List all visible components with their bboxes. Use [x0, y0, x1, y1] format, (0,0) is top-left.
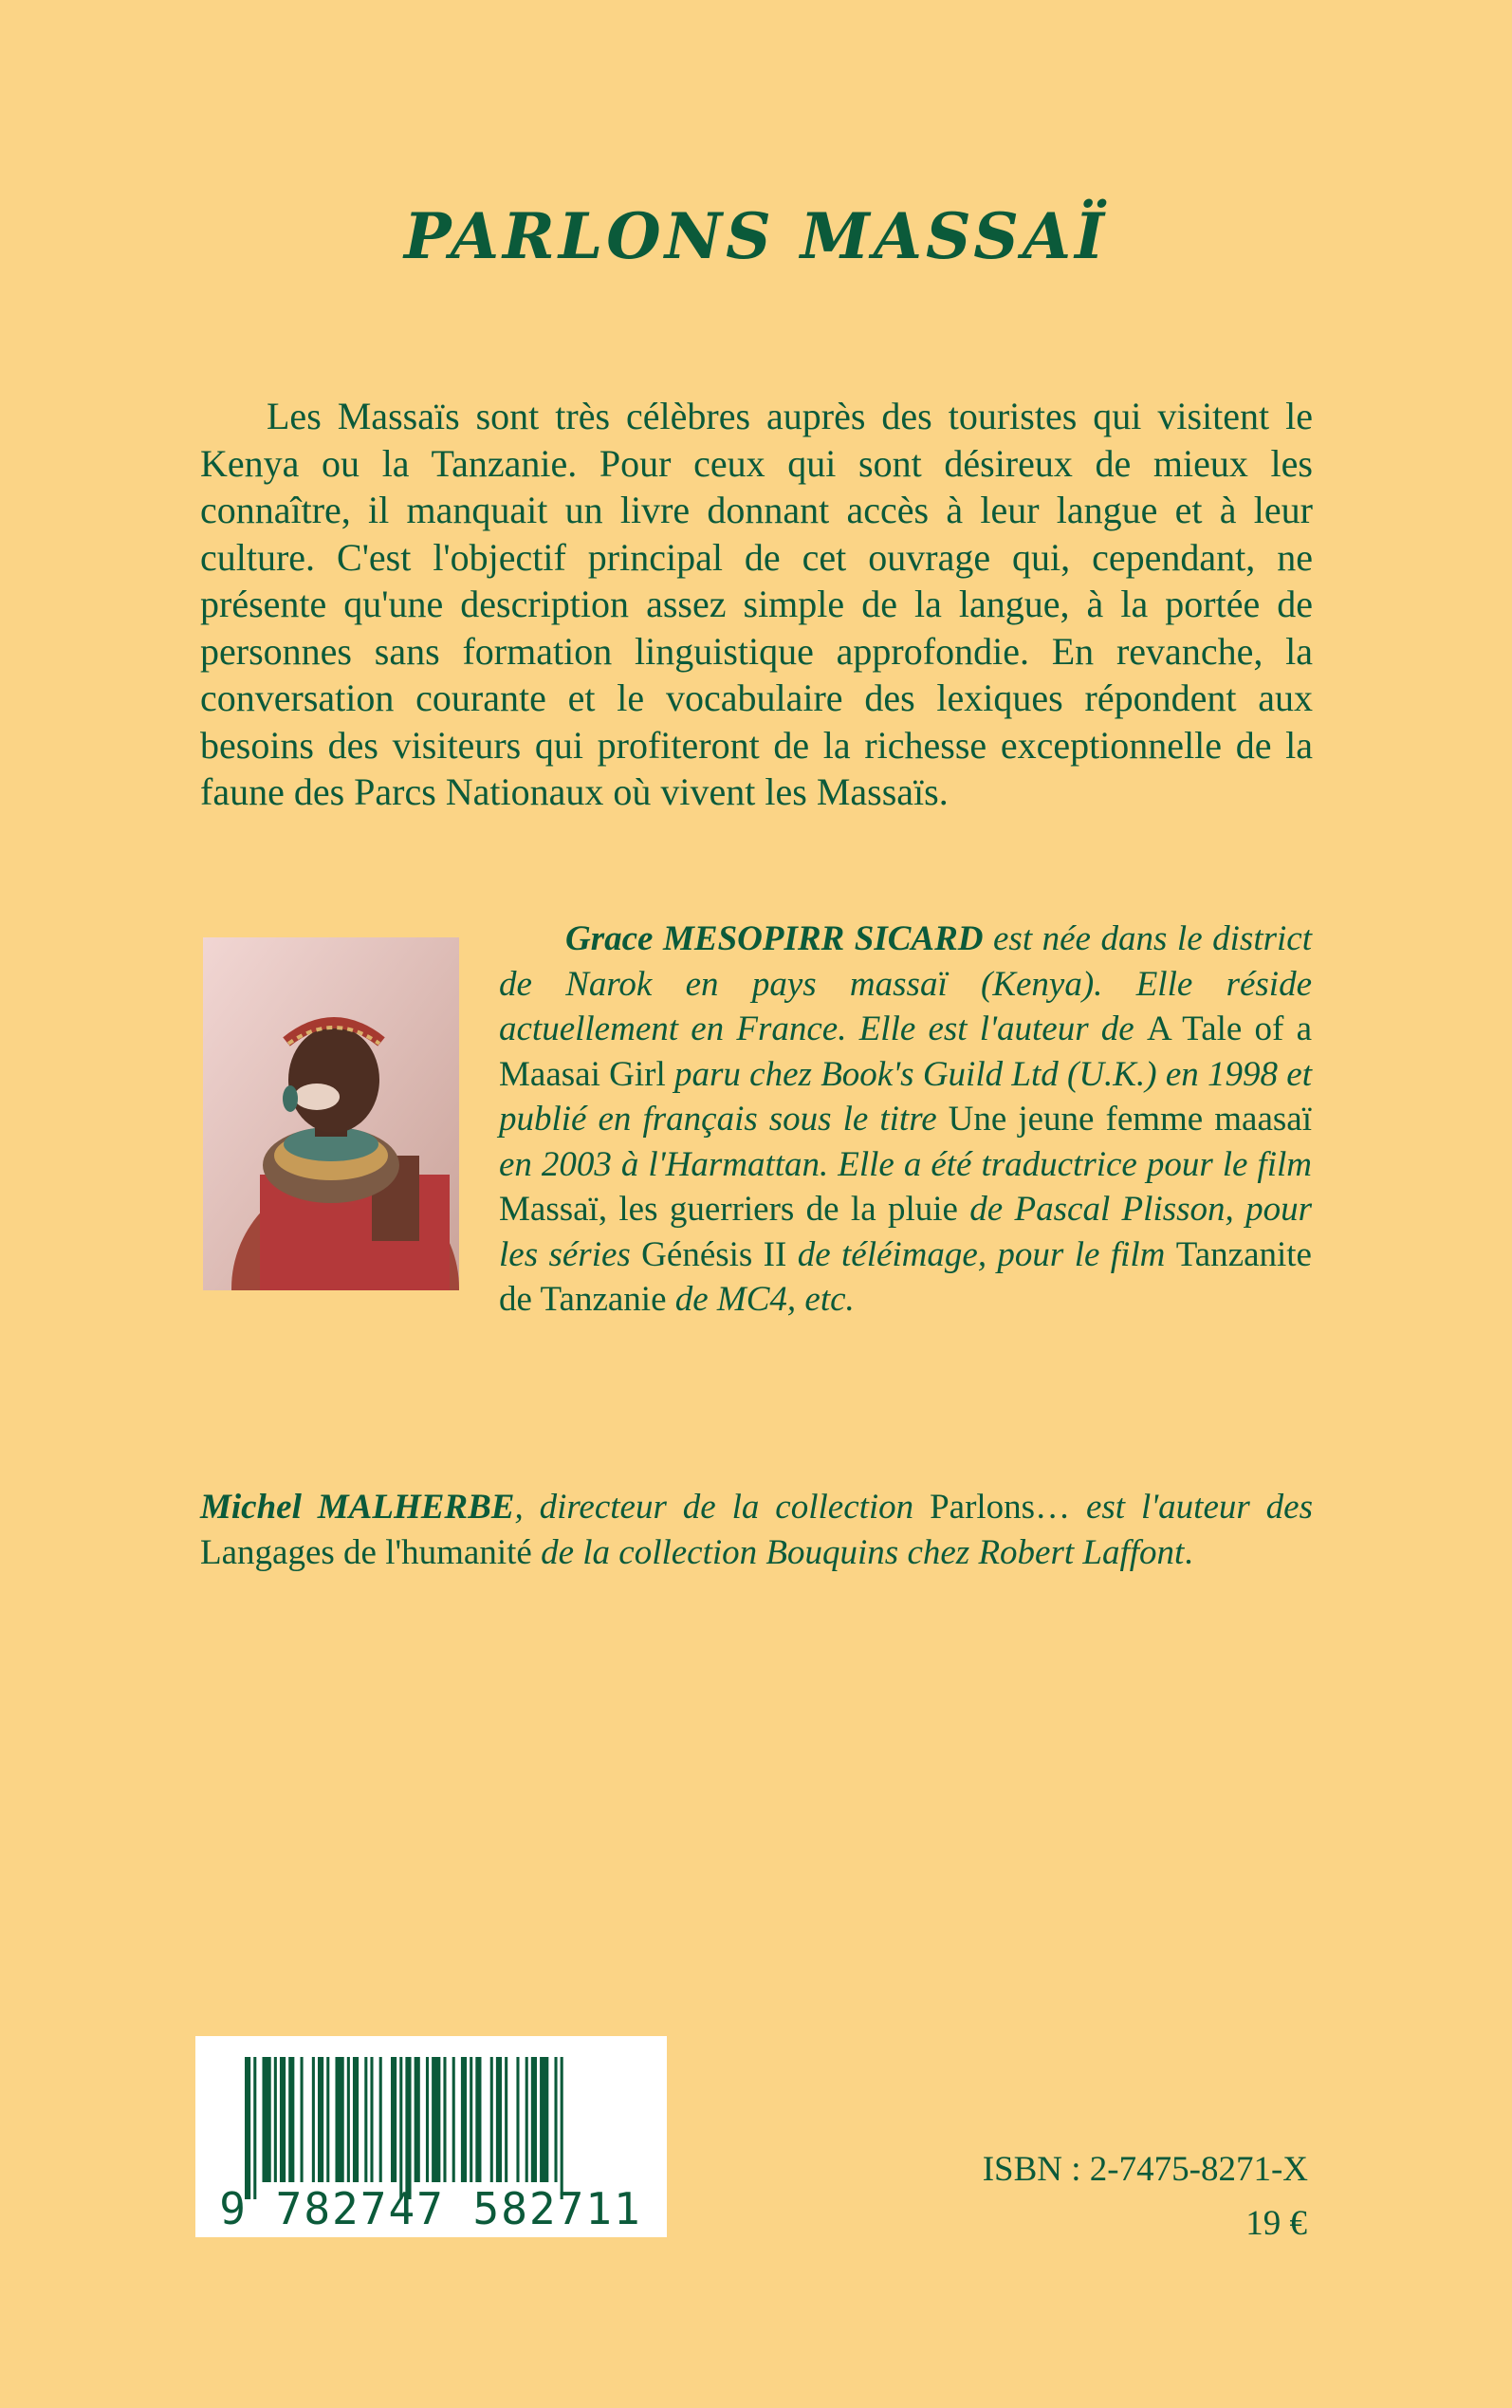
barcode-bar	[432, 2057, 440, 2182]
barcode	[195, 2036, 667, 2237]
film-title: Massaï, les guerriers de la pluie	[499, 1190, 958, 1229]
barcode-bar	[496, 2057, 502, 2182]
barcode-bar	[280, 2057, 286, 2182]
barcode-bar	[318, 2057, 323, 2182]
barcode-bar	[399, 2057, 402, 2199]
barcode-bar	[370, 2057, 373, 2182]
barcode-bar	[470, 2057, 472, 2182]
barcode-bar	[364, 2057, 367, 2182]
bio-text: de MC4, etc.	[666, 1280, 855, 1319]
barcode-bar	[379, 2057, 382, 2182]
book-title-french: Une jeune femme maasaï	[948, 1100, 1312, 1139]
barcode-bar	[475, 2057, 481, 2182]
barcode-bar	[561, 2057, 563, 2199]
barcode-bar	[531, 2057, 537, 2182]
barcode-bar	[415, 2057, 420, 2182]
bio-text: est née dans le district de Narok en pays massaï (Kenya). Elle réside actuellement en France. Elle est l'auteur de	[499, 919, 1312, 1048]
director-text: est l'auteur des	[1070, 1488, 1314, 1527]
author-biography	[499, 917, 1312, 1323]
book-title: PARLONS MASSAÏ	[404, 199, 1108, 273]
barcode-bar	[391, 2057, 396, 2182]
bio-text: de téléimage, pour le film	[786, 1234, 1176, 1274]
barcode-bar	[262, 2057, 270, 2182]
bio-text: en 2003 à l'Harmattan. Elle a été traductrice pour le film	[499, 1144, 1312, 1184]
bio-text: paru chez Book's Guild Ltd (U.K.) en 1998 et publié en français sous le titre	[499, 1054, 1313, 1139]
book-title-english: A Tale of a Maasai Girl	[499, 1010, 1312, 1094]
author-photo	[203, 937, 459, 1290]
barcode-bar	[301, 2057, 304, 2182]
barcode-bar	[312, 2057, 315, 2182]
collection-director-note	[200, 1485, 1313, 1575]
barcode-bar	[253, 2057, 256, 2199]
barcode-bar	[326, 2057, 329, 2182]
barcode-bar	[245, 2057, 250, 2199]
film-title: Tanzanite de Tanzanie	[499, 1234, 1312, 1319]
barcode-bar	[554, 2057, 557, 2182]
barcode-bar	[347, 2057, 350, 2182]
barcode-bar	[461, 2057, 467, 2182]
barcode-bar	[353, 2057, 359, 2182]
isbn-number: ISBN : 2-7475-8271-X	[982, 2150, 1308, 2189]
director-name: Michel MALHERBE	[200, 1488, 515, 1527]
director-text: , directeur de la collection	[514, 1488, 931, 1527]
author-name: Grace MESOPIRR SICARD	[565, 919, 984, 958]
book-description: Les Massaïs sont très célèbres auprès des touristes qui visitent le Kenya ou la Tanzanie. Pour ceux qui sont désireux de mieux les connaître, il manquait un livre donnant accès à leur langue et à leur culture. C'est l'objectif principal de cet ouvrage qui, cependant, ne présente qu'une description assez simple de la langue, à la portée de personnes sans formation linguistique approfondie. En revanche, la conversation courante et le vocabulaire des lexiques répondent aux besoins des visiteurs qui profiteront de la richesse exceptionnelle de la faune des Parcs Nationaux où vivent les Massaïs.	[200, 395, 1313, 813]
director-text: de la collection Bouquins chez Robert Laffont	[531, 1532, 1185, 1572]
barcode-bar	[452, 2057, 455, 2182]
collection-name: Parlons…	[930, 1488, 1071, 1527]
barcode-bar	[405, 2057, 411, 2199]
barcode-bar	[274, 2057, 277, 2182]
barcode-bar	[490, 2057, 493, 2182]
director-text: .	[1184, 1532, 1193, 1572]
barcode-bar	[335, 2057, 343, 2182]
barcode-bar	[505, 2057, 507, 2182]
barcode-bar	[540, 2057, 548, 2182]
series-title: Génésis II	[641, 1234, 787, 1274]
barcode-digits: 9 782747 582711	[219, 2183, 642, 2234]
bio-text: de Pascal Plisson, pour les séries	[499, 1190, 1312, 1274]
barcode-bar	[426, 2057, 429, 2182]
work-title: Langages de l'humanité	[200, 1532, 532, 1572]
barcode-bar	[516, 2057, 519, 2182]
author-portrait-image	[203, 937, 459, 1290]
barcode-bar	[288, 2057, 294, 2182]
barcode-bars	[245, 2057, 563, 2199]
barcode-bar	[443, 2057, 446, 2182]
barcode-bar	[526, 2057, 528, 2182]
price: 19 €	[1245, 2204, 1307, 2243]
barcode-image	[195, 2036, 667, 2237]
